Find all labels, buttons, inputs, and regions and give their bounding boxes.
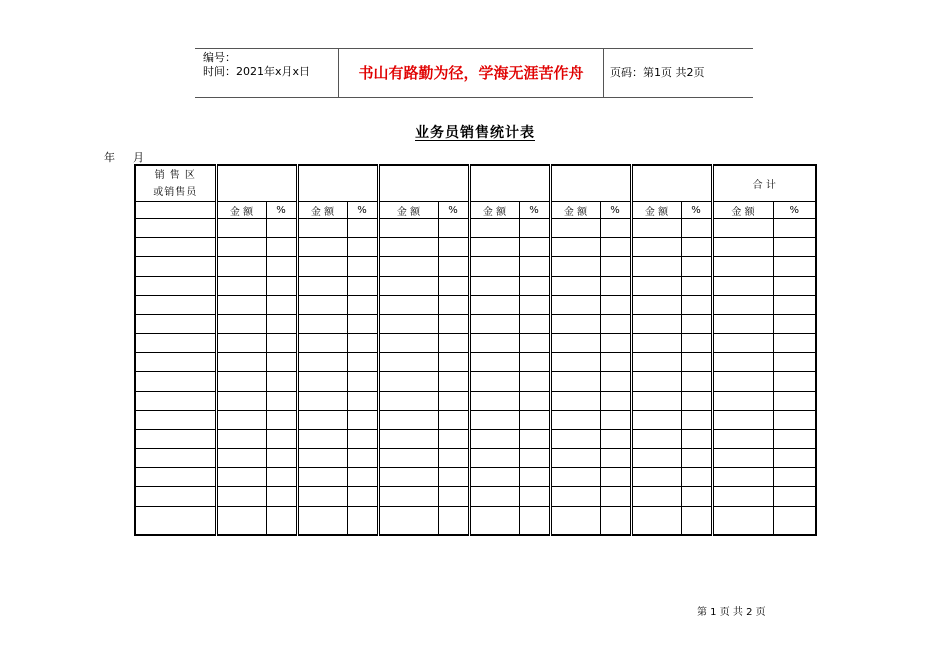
percent-cell[interactable]: [438, 429, 469, 448]
table-row: [135, 238, 816, 257]
percent-cell[interactable]: [266, 372, 297, 391]
amount-cell[interactable]: [631, 257, 681, 276]
percent-cell[interactable]: [438, 257, 469, 276]
corner-label-line1: 销 售 区: [154, 169, 196, 181]
amount-cell[interactable]: [378, 314, 438, 333]
percent-cell[interactable]: [773, 295, 816, 314]
salesperson-cell[interactable]: [135, 506, 216, 535]
percent-cell[interactable]: [438, 238, 469, 257]
salesperson-cell[interactable]: [135, 353, 216, 372]
amount-cell[interactable]: [469, 295, 519, 314]
table-row: [135, 449, 816, 468]
amount-cell[interactable]: [216, 314, 266, 333]
percent-cell[interactable]: [519, 314, 550, 333]
region-salesperson-header: [135, 165, 216, 202]
amount-cell[interactable]: [712, 449, 773, 468]
percent-cell[interactable]: [600, 276, 631, 295]
percent-header: %: [773, 202, 816, 219]
amount-cell[interactable]: [297, 410, 347, 429]
percent-cell[interactable]: [347, 429, 378, 448]
amount-cell[interactable]: [712, 487, 773, 506]
percent-header: %: [347, 202, 378, 219]
group-header-cell[interactable]: [378, 165, 469, 202]
total-header-cell: 合 计: [712, 165, 816, 202]
amount-cell[interactable]: [631, 410, 681, 429]
percent-cell[interactable]: [347, 276, 378, 295]
amount-cell[interactable]: [712, 353, 773, 372]
percent-cell[interactable]: [773, 238, 816, 257]
percent-cell[interactable]: [681, 449, 712, 468]
percent-cell[interactable]: [600, 314, 631, 333]
amount-cell[interactable]: [216, 410, 266, 429]
percent-cell[interactable]: [681, 238, 712, 257]
table-row: [135, 487, 816, 506]
percent-cell[interactable]: [266, 506, 297, 535]
percent-cell[interactable]: [600, 257, 631, 276]
percent-cell[interactable]: [773, 314, 816, 333]
header-motto: 书山有路勤为径，学海无涯苦作舟: [358, 64, 584, 82]
percent-cell[interactable]: [600, 334, 631, 353]
percent-cell[interactable]: [438, 468, 469, 487]
amount-cell[interactable]: [378, 391, 438, 410]
amount-cell[interactable]: [550, 276, 600, 295]
amount-cell[interactable]: [216, 295, 266, 314]
amount-cell[interactable]: [550, 449, 600, 468]
percent-header: %: [681, 202, 712, 219]
table-row: [135, 314, 816, 333]
percent-cell[interactable]: [266, 468, 297, 487]
percent-cell[interactable]: [773, 219, 816, 238]
amount-cell[interactable]: [712, 238, 773, 257]
percent-cell[interactable]: [681, 257, 712, 276]
percent-cell[interactable]: [266, 429, 297, 448]
amount-cell[interactable]: [469, 468, 519, 487]
salesperson-cell[interactable]: [135, 468, 216, 487]
amount-cell[interactable]: [712, 276, 773, 295]
group-header-cell[interactable]: [631, 165, 712, 202]
percent-cell[interactable]: [600, 487, 631, 506]
amount-header: 金 额: [631, 202, 681, 219]
percent-cell[interactable]: [681, 391, 712, 410]
amount-cell[interactable]: [469, 314, 519, 333]
amount-cell[interactable]: [297, 449, 347, 468]
group-header-cell[interactable]: [297, 165, 378, 202]
amount-cell[interactable]: [378, 449, 438, 468]
percent-cell[interactable]: [519, 468, 550, 487]
salesperson-cell[interactable]: [135, 314, 216, 333]
amount-cell[interactable]: [297, 468, 347, 487]
percent-cell[interactable]: [266, 391, 297, 410]
percent-cell[interactable]: [600, 410, 631, 429]
amount-cell[interactable]: [297, 372, 347, 391]
amount-cell[interactable]: [216, 391, 266, 410]
percent-cell[interactable]: [347, 219, 378, 238]
percent-cell[interactable]: [773, 487, 816, 506]
table-row: [135, 295, 816, 314]
percent-cell[interactable]: [438, 276, 469, 295]
amount-header: 金 额: [378, 202, 438, 219]
percent-cell[interactable]: [681, 506, 712, 535]
amount-cell[interactable]: [216, 487, 266, 506]
percent-cell[interactable]: [347, 238, 378, 257]
group-header-cell[interactable]: [216, 165, 297, 202]
percent-cell[interactable]: [347, 506, 378, 535]
amount-cell[interactable]: [631, 276, 681, 295]
amount-cell[interactable]: [550, 334, 600, 353]
salesperson-cell[interactable]: [135, 257, 216, 276]
amount-cell[interactable]: [216, 334, 266, 353]
percent-cell[interactable]: [266, 334, 297, 353]
group-header-cell[interactable]: [469, 165, 550, 202]
amount-cell[interactable]: [216, 257, 266, 276]
amount-cell[interactable]: [550, 314, 600, 333]
amount-cell[interactable]: [712, 506, 773, 535]
amount-cell[interactable]: [378, 506, 438, 535]
percent-cell[interactable]: [266, 353, 297, 372]
header-meta: [203, 51, 310, 79]
percent-cell[interactable]: [347, 372, 378, 391]
percent-cell[interactable]: [266, 257, 297, 276]
amount-cell[interactable]: [631, 238, 681, 257]
percent-cell[interactable]: [519, 449, 550, 468]
amount-cell[interactable]: [297, 487, 347, 506]
table-row: [135, 429, 816, 448]
percent-cell[interactable]: [438, 391, 469, 410]
table-row: [135, 410, 816, 429]
percent-cell[interactable]: [266, 238, 297, 257]
amount-cell[interactable]: [550, 429, 600, 448]
percent-cell[interactable]: [773, 410, 816, 429]
amount-cell[interactable]: [712, 410, 773, 429]
percent-cell[interactable]: [266, 276, 297, 295]
amount-cell[interactable]: [631, 487, 681, 506]
percent-cell[interactable]: [347, 410, 378, 429]
amount-cell[interactable]: [631, 449, 681, 468]
amount-cell[interactable]: [378, 429, 438, 448]
salesperson-cell[interactable]: [135, 429, 216, 448]
percent-cell[interactable]: [438, 295, 469, 314]
year-label: 年: [104, 151, 115, 164]
percent-cell[interactable]: [519, 410, 550, 429]
amount-cell[interactable]: [216, 219, 266, 238]
percent-cell[interactable]: [600, 506, 631, 535]
amount-cell[interactable]: [631, 334, 681, 353]
percent-cell[interactable]: [347, 468, 378, 487]
amount-header: 金 额: [216, 202, 266, 219]
month-label: 月: [133, 151, 144, 164]
amount-cell[interactable]: [216, 468, 266, 487]
amount-cell[interactable]: [550, 468, 600, 487]
amount-cell[interactable]: [378, 295, 438, 314]
percent-cell[interactable]: [600, 353, 631, 372]
salesperson-cell[interactable]: [135, 238, 216, 257]
percent-cell[interactable]: [519, 506, 550, 535]
page-title-text: 业务员销售统计表: [415, 125, 535, 141]
amount-cell[interactable]: [216, 353, 266, 372]
percent-cell[interactable]: [438, 410, 469, 429]
amount-cell[interactable]: [550, 372, 600, 391]
percent-cell[interactable]: [681, 295, 712, 314]
percent-cell[interactable]: [266, 487, 297, 506]
amount-cell[interactable]: [297, 219, 347, 238]
amount-cell[interactable]: [631, 314, 681, 333]
table-row: [135, 506, 816, 535]
amount-cell[interactable]: [469, 353, 519, 372]
amount-cell[interactable]: [216, 506, 266, 535]
amount-cell[interactable]: [712, 429, 773, 448]
percent-cell[interactable]: [438, 334, 469, 353]
percent-cell[interactable]: [347, 314, 378, 333]
subheader-blank-cell: [135, 202, 216, 219]
amount-cell[interactable]: [469, 219, 519, 238]
percent-cell[interactable]: [266, 295, 297, 314]
salesperson-cell[interactable]: [135, 449, 216, 468]
amount-cell[interactable]: [469, 410, 519, 429]
amount-cell[interactable]: [631, 468, 681, 487]
percent-cell[interactable]: [519, 276, 550, 295]
percent-cell[interactable]: [438, 372, 469, 391]
percent-cell[interactable]: [519, 429, 550, 448]
percent-cell[interactable]: [681, 334, 712, 353]
percent-cell[interactable]: [438, 487, 469, 506]
amount-cell[interactable]: [216, 372, 266, 391]
amount-cell[interactable]: [378, 276, 438, 295]
amount-cell[interactable]: [297, 314, 347, 333]
document-number-label: 编号：: [203, 51, 236, 64]
amount-cell[interactable]: [378, 487, 438, 506]
percent-cell[interactable]: [438, 449, 469, 468]
amount-cell[interactable]: [631, 372, 681, 391]
salesperson-cell[interactable]: [135, 219, 216, 238]
table-row: [135, 353, 816, 372]
percent-cell[interactable]: [681, 468, 712, 487]
percent-cell[interactable]: [347, 449, 378, 468]
percent-cell[interactable]: [600, 295, 631, 314]
amount-cell[interactable]: [378, 257, 438, 276]
document-time-label: 时间：2021年x月x日: [203, 65, 311, 78]
amount-cell[interactable]: [469, 391, 519, 410]
percent-header: %: [600, 202, 631, 219]
amount-cell[interactable]: [378, 410, 438, 429]
percent-cell[interactable]: [347, 257, 378, 276]
percent-cell[interactable]: [266, 219, 297, 238]
percent-cell[interactable]: [347, 353, 378, 372]
table-row: [135, 219, 816, 238]
amount-cell[interactable]: [631, 219, 681, 238]
table-row: [135, 276, 816, 295]
percent-cell[interactable]: [519, 219, 550, 238]
percent-cell[interactable]: [681, 314, 712, 333]
amount-cell[interactable]: [469, 238, 519, 257]
amount-cell[interactable]: [712, 257, 773, 276]
percent-cell[interactable]: [266, 410, 297, 429]
amount-cell[interactable]: [216, 429, 266, 448]
percent-cell[interactable]: [519, 353, 550, 372]
salesperson-cell[interactable]: [135, 334, 216, 353]
salesperson-cell[interactable]: [135, 372, 216, 391]
salesperson-cell[interactable]: [135, 391, 216, 410]
amount-cell[interactable]: [469, 334, 519, 353]
table-row: [135, 334, 816, 353]
percent-cell[interactable]: [519, 391, 550, 410]
document-header: [195, 48, 753, 98]
percent-cell[interactable]: [681, 353, 712, 372]
percent-cell[interactable]: [600, 429, 631, 448]
percent-cell[interactable]: [681, 487, 712, 506]
year-month-line: [104, 149, 162, 165]
percent-cell[interactable]: [519, 372, 550, 391]
amount-cell[interactable]: [469, 506, 519, 535]
percent-cell[interactable]: [600, 391, 631, 410]
amount-cell[interactable]: [469, 449, 519, 468]
percent-cell[interactable]: [438, 506, 469, 535]
percent-cell[interactable]: [519, 487, 550, 506]
percent-cell[interactable]: [347, 487, 378, 506]
sales-statistics-table: [134, 164, 817, 536]
percent-cell[interactable]: [519, 257, 550, 276]
amount-cell[interactable]: [469, 487, 519, 506]
percent-cell[interactable]: [347, 334, 378, 353]
amount-header: 金 额: [712, 202, 773, 219]
amount-cell[interactable]: [712, 391, 773, 410]
percent-cell[interactable]: [681, 429, 712, 448]
percent-cell[interactable]: [773, 334, 816, 353]
percent-cell[interactable]: [681, 372, 712, 391]
amount-cell[interactable]: [550, 238, 600, 257]
salesperson-cell[interactable]: [135, 276, 216, 295]
percent-cell[interactable]: [600, 449, 631, 468]
table-row: [135, 257, 816, 276]
header-page-info: 页码：第1页 共2页: [610, 66, 705, 79]
amount-cell[interactable]: [712, 314, 773, 333]
amount-cell[interactable]: [378, 334, 438, 353]
table-row: [135, 372, 816, 391]
percent-cell[interactable]: [438, 314, 469, 333]
percent-cell[interactable]: [519, 295, 550, 314]
page-footer: 第 1 页 共 2 页: [697, 607, 766, 618]
amount-cell[interactable]: [550, 410, 600, 429]
amount-cell[interactable]: [631, 506, 681, 535]
amount-cell[interactable]: [378, 238, 438, 257]
amount-cell[interactable]: [550, 353, 600, 372]
percent-cell[interactable]: [438, 353, 469, 372]
table-header-row: [135, 165, 816, 202]
amount-cell[interactable]: [216, 238, 266, 257]
group-header-cell[interactable]: [550, 165, 631, 202]
percent-cell[interactable]: [438, 219, 469, 238]
amount-cell[interactable]: [378, 219, 438, 238]
amount-cell[interactable]: [631, 429, 681, 448]
percent-cell[interactable]: [773, 391, 816, 410]
amount-cell[interactable]: [712, 295, 773, 314]
amount-cell[interactable]: [469, 429, 519, 448]
percent-header: %: [438, 202, 469, 219]
percent-cell[interactable]: [519, 334, 550, 353]
amount-cell[interactable]: [297, 506, 347, 535]
amount-cell[interactable]: [550, 391, 600, 410]
amount-cell[interactable]: [631, 391, 681, 410]
corner-label-line2: 或销售员: [153, 186, 198, 198]
amount-cell[interactable]: [297, 257, 347, 276]
percent-cell[interactable]: [773, 468, 816, 487]
percent-cell[interactable]: [773, 372, 816, 391]
salesperson-cell[interactable]: [135, 410, 216, 429]
percent-cell[interactable]: [681, 219, 712, 238]
percent-cell[interactable]: [347, 295, 378, 314]
amount-cell[interactable]: [297, 276, 347, 295]
percent-cell[interactable]: [681, 410, 712, 429]
percent-cell[interactable]: [773, 353, 816, 372]
amount-cell[interactable]: [378, 353, 438, 372]
percent-cell[interactable]: [519, 238, 550, 257]
amount-cell[interactable]: [550, 295, 600, 314]
page-title: [0, 122, 950, 142]
amount-cell[interactable]: [550, 506, 600, 535]
percent-cell[interactable]: [773, 276, 816, 295]
amount-cell[interactable]: [216, 276, 266, 295]
amount-cell[interactable]: [297, 429, 347, 448]
amount-cell[interactable]: [297, 391, 347, 410]
percent-cell[interactable]: [773, 429, 816, 448]
amount-cell[interactable]: [469, 257, 519, 276]
percent-cell[interactable]: [600, 238, 631, 257]
amount-cell[interactable]: [378, 468, 438, 487]
amount-cell[interactable]: [469, 276, 519, 295]
amount-cell[interactable]: [550, 219, 600, 238]
amount-cell[interactable]: [297, 295, 347, 314]
salesperson-cell[interactable]: [135, 487, 216, 506]
amount-cell[interactable]: [631, 353, 681, 372]
amount-cell[interactable]: [712, 219, 773, 238]
percent-cell[interactable]: [773, 506, 816, 535]
amount-cell[interactable]: [378, 372, 438, 391]
percent-cell[interactable]: [347, 391, 378, 410]
amount-cell[interactable]: [216, 449, 266, 468]
amount-cell[interactable]: [631, 295, 681, 314]
amount-cell[interactable]: [469, 372, 519, 391]
percent-cell[interactable]: [600, 468, 631, 487]
table-row: [135, 468, 816, 487]
header-divider: [603, 49, 604, 97]
amount-cell[interactable]: [297, 238, 347, 257]
table-subheader-row: [135, 202, 816, 219]
salesperson-cell[interactable]: [135, 295, 216, 314]
percent-cell[interactable]: [600, 372, 631, 391]
percent-header: %: [266, 202, 297, 219]
percent-cell[interactable]: [773, 257, 816, 276]
amount-header: 金 额: [550, 202, 600, 219]
amount-cell[interactable]: [550, 257, 600, 276]
percent-header: %: [519, 202, 550, 219]
amount-cell[interactable]: [712, 468, 773, 487]
percent-cell[interactable]: [600, 219, 631, 238]
table-row: [135, 391, 816, 410]
percent-cell[interactable]: [681, 276, 712, 295]
amount-cell[interactable]: [550, 487, 600, 506]
amount-cell[interactable]: [712, 372, 773, 391]
percent-cell[interactable]: [266, 314, 297, 333]
percent-cell[interactable]: [773, 449, 816, 468]
percent-cell[interactable]: [266, 449, 297, 468]
amount-header: 金 额: [297, 202, 347, 219]
amount-cell[interactable]: [297, 334, 347, 353]
amount-cell[interactable]: [297, 353, 347, 372]
amount-cell[interactable]: [712, 334, 773, 353]
amount-header: 金 额: [469, 202, 519, 219]
